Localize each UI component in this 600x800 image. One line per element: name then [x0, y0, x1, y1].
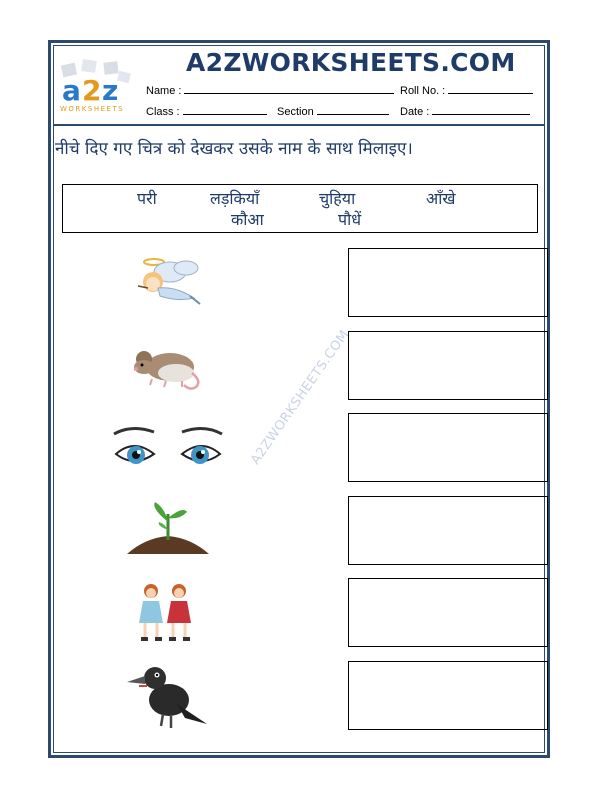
class-label: Class : [146, 106, 180, 118]
name-line[interactable] [184, 84, 394, 94]
date-field [400, 105, 530, 118]
class-line[interactable] [183, 105, 267, 115]
svg-text:z: z [102, 74, 119, 107]
answer-box[interactable] [348, 661, 548, 730]
crow-icon [125, 660, 211, 730]
answer-box[interactable] [348, 578, 548, 647]
name-label: Name : [146, 85, 182, 97]
a2z-logo [58, 58, 136, 114]
word-bank-item: परी [137, 189, 157, 208]
answer-box[interactable] [348, 496, 548, 565]
section-line[interactable] [317, 105, 389, 115]
word-bank-item: चुहिया [319, 189, 356, 208]
eyes-icon [110, 424, 226, 472]
answer-box[interactable] [348, 413, 548, 482]
section-label: Section [277, 106, 314, 118]
roll-label: Roll No. : [400, 85, 446, 97]
word-bank-item: पौधें [338, 210, 362, 229]
word-bank-item: आँखे [426, 189, 456, 208]
date-label: Date : [400, 106, 430, 118]
plant-icon [125, 500, 211, 558]
word-bank-item: कौआ [231, 210, 264, 229]
header-divider [53, 124, 545, 126]
word-bank-box [62, 184, 538, 233]
word-bank-item: लड़कियाँ [210, 189, 260, 208]
date-line[interactable] [432, 105, 530, 115]
watermark: A2ZWORKSHEETS.COM [248, 327, 353, 468]
answer-box[interactable] [348, 248, 548, 317]
site-title: A2ZWORKSHEETS.COM [186, 48, 516, 77]
roll-field [400, 84, 533, 97]
name-field [146, 84, 394, 97]
roll-line[interactable] [448, 84, 533, 94]
logo-subtext: WORKSHEETS [60, 105, 125, 113]
girls-icon [135, 581, 195, 643]
svg-text:a: a [62, 74, 81, 107]
answer-box[interactable] [348, 331, 548, 400]
class-field [146, 105, 267, 118]
section-field [277, 105, 389, 118]
fairy-icon [128, 252, 204, 310]
svg-text:2: 2 [82, 74, 102, 107]
instruction-text: नीचे दिए गए चित्र को देखकर उसके नाम के साथ मिलाइए। [55, 139, 413, 159]
mouse-icon [130, 341, 206, 393]
